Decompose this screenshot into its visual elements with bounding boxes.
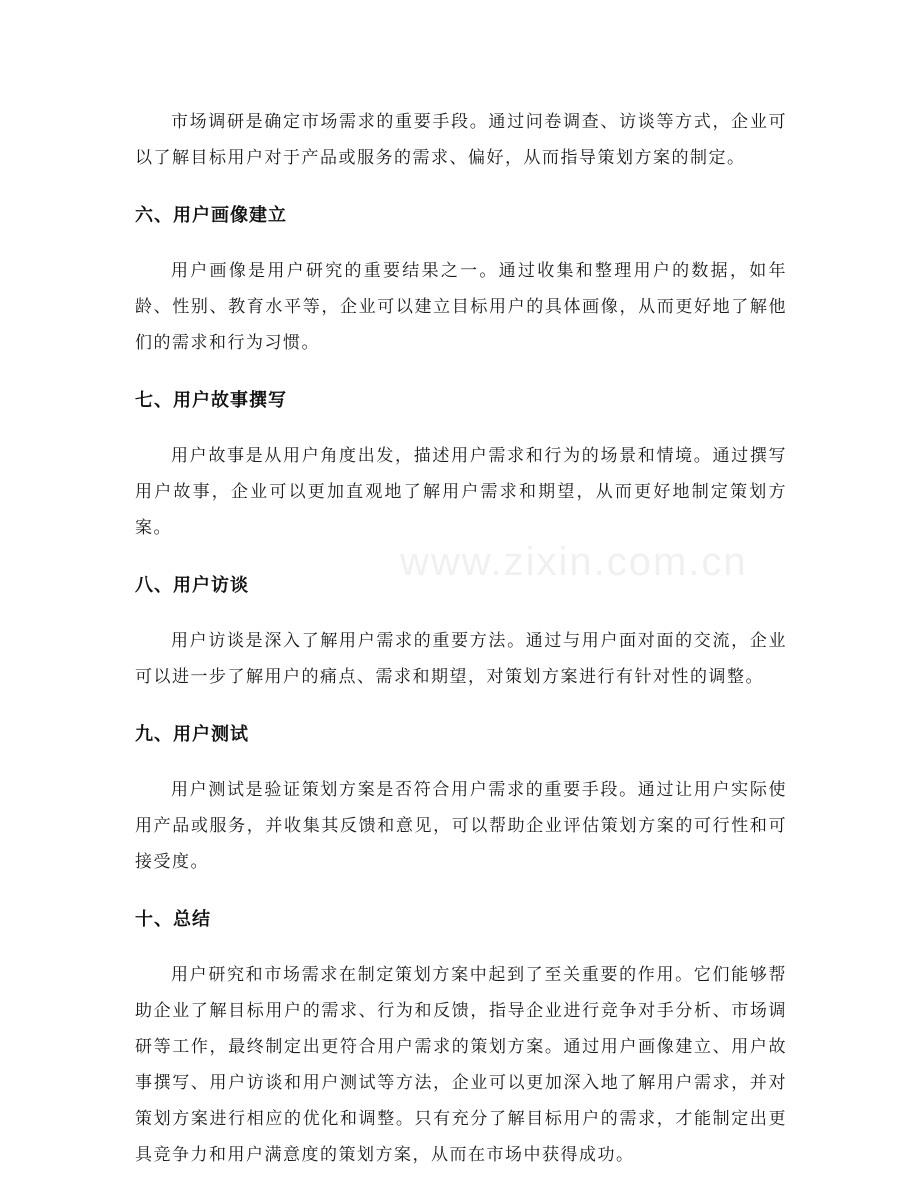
section-body-user-persona: 用户画像是用户研究的重要结果之一。通过收集和整理用户的数据，如年龄、性别、教育水平等，企业可以建立目标用户的具体画像，从而更好地了解他们的需求和行为习惯。 bbox=[135, 261, 787, 353]
watermark: www.zixin.com.cn bbox=[400, 540, 748, 584]
intro-paragraph: 市场调研是确定市场需求的重要手段。通过问卷调查、访谈等方式，企业可以了解目标用户对于产品或服务的需求、偏好，从而指导策划方案的制定。 bbox=[135, 112, 787, 168]
section-body-user-story: 用户故事是从用户角度出发，描述用户需求和行为的场景和情境。通过撰写用户故事，企业可以更加直观地了解用户需求和期望，从而更好地制定策划方案。 bbox=[135, 446, 787, 538]
document-content bbox=[135, 104, 787, 1198]
section-heading-user-testing: 九、用户测试 bbox=[135, 724, 249, 745]
section-body-user-testing: 用户测试是验证策划方案是否符合用户需求的重要手段。通过让用户实际使用产品或服务，并收集其反馈和意见，可以帮助企业评估策划方案的可行性和可接受度。 bbox=[135, 780, 787, 872]
section-body-user-interview: 用户访谈是深入了解用户需求的重要方法。通过与用户面对面的交流，企业可以进一步了解用户的痛点、需求和期望，对策划方案进行有针对性的调整。 bbox=[135, 631, 787, 687]
section-heading-user-persona: 六、用户画像建立 bbox=[135, 205, 287, 226]
section-heading-summary: 十、总结 bbox=[135, 909, 211, 930]
section-heading-user-interview: 八、用户访谈 bbox=[135, 575, 249, 596]
section-body-summary: 用户研究和市场需求在制定策划方案中起到了至关重要的作用。它们能够帮助企业了解目标用户的需求、行为和反馈，指导企业进行竞争对手分析、市场调研等工作，最终制定出更符合用户需求的策划方案。通过用户画像建立、用户故事撰写、用户访谈和用户测试等方法，企业可以更加深入地了解用户需求，并对策划方案进行相应的优化和调整。只有充分了解目标用户的需求，才能制定出更具竞争力和用户满意度的策划方案，从而在市场中获得成功。 bbox=[135, 965, 787, 1165]
section-heading-user-story: 七、用户故事撰写 bbox=[135, 390, 287, 411]
